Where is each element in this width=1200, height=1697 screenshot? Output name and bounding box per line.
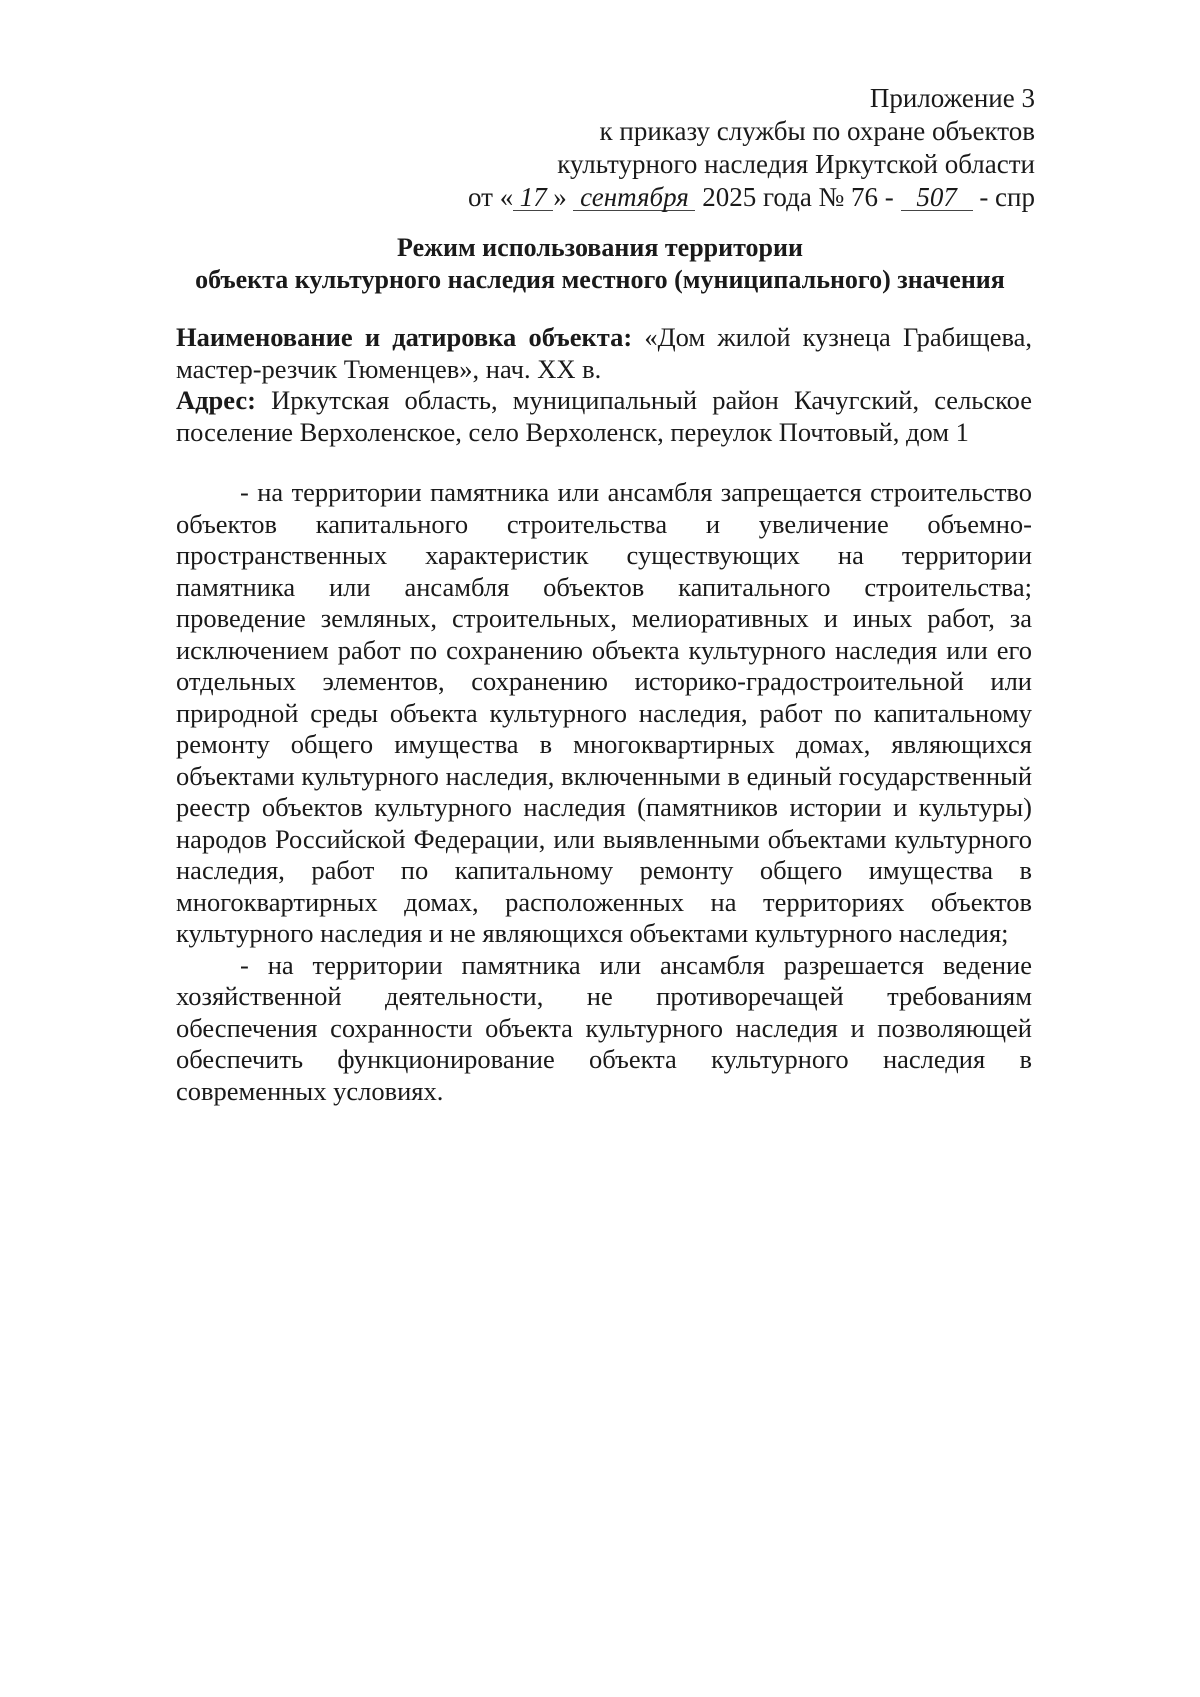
object-info xyxy=(176,322,1032,448)
order-date-line xyxy=(468,181,1035,214)
year-and-number: 2025 года № 76 - xyxy=(702,182,894,212)
title-line-1: Режим использования территории xyxy=(397,233,803,262)
handwritten-day: 17 xyxy=(513,184,553,211)
appendix-authority: культурного наследия Иркутской области xyxy=(557,149,1035,179)
appendix-order-ref: к приказу службы по охране объектов xyxy=(599,116,1035,146)
rule-permission: - на территории памятника или ансамбля разрешается ведение хозяйственной деятельности, не противоречащей требованиям обеспечения сохранности объекта культурного наследия и позволяющей обеспечить функционирование объекта культурного наследия в современных условиях. xyxy=(176,949,1032,1106)
object-name-value: «Дом жилой кузнеца Грабищева, мастер-резчик Тюменцев», нач. XX в. xyxy=(176,322,1032,384)
appendix-number: Приложение 3 xyxy=(869,83,1035,113)
title-line-2: объекта культурного наследия местного (муниципального) значения xyxy=(195,265,1005,294)
object-name-label: Наименование и датировка объекта: xyxy=(176,322,633,352)
object-address-value: Иркутская область, муниципальный район Качугский, сельское поселение Верхоленское, село Верхоленск, переулок Почтовый, дом 1 xyxy=(176,385,1033,447)
object-address-label: Адрес: xyxy=(176,385,256,415)
handwritten-order-number: 507 xyxy=(901,184,973,211)
date-prefix: от « xyxy=(468,182,514,212)
order-suffix: - спр xyxy=(979,182,1035,212)
date-close: » xyxy=(553,182,567,212)
rule-prohibition: - на территории памятника или ансамбля запрещается строительство объектов капитального строительства и увеличение объемно-пространственных характеристик существующих на территории памятника или ансамбля объектов капитального строительства; проведение земляных, строительных, мелиоративных и иных работ, за исключением работ по сохранению объекта культурного наследия или его отдельных элементов, сохранению историко-градостроительной или природной среды объекта культурного наследия, работ по капитальному ремонту общего имущества в многоквартирных домах, являющихся объектами культурного наследия, включенными в единый государственный реестр объектов культурного наследия (памятников истории и культуры) народов Российской Федерации, или выявленными объектами культурного наследия, работ по капитальному ремонту общего имущества в многоквартирных домах, расположенных на территориях объектов культурного наследия и не являющихся объектами культурного наследия; xyxy=(176,477,1032,948)
appendix-header xyxy=(468,82,1035,214)
usage-rules xyxy=(176,477,1032,1107)
object-name xyxy=(176,322,1032,385)
handwritten-month: сентября xyxy=(573,184,695,211)
object-address xyxy=(176,385,1032,448)
document-title xyxy=(0,232,1200,296)
